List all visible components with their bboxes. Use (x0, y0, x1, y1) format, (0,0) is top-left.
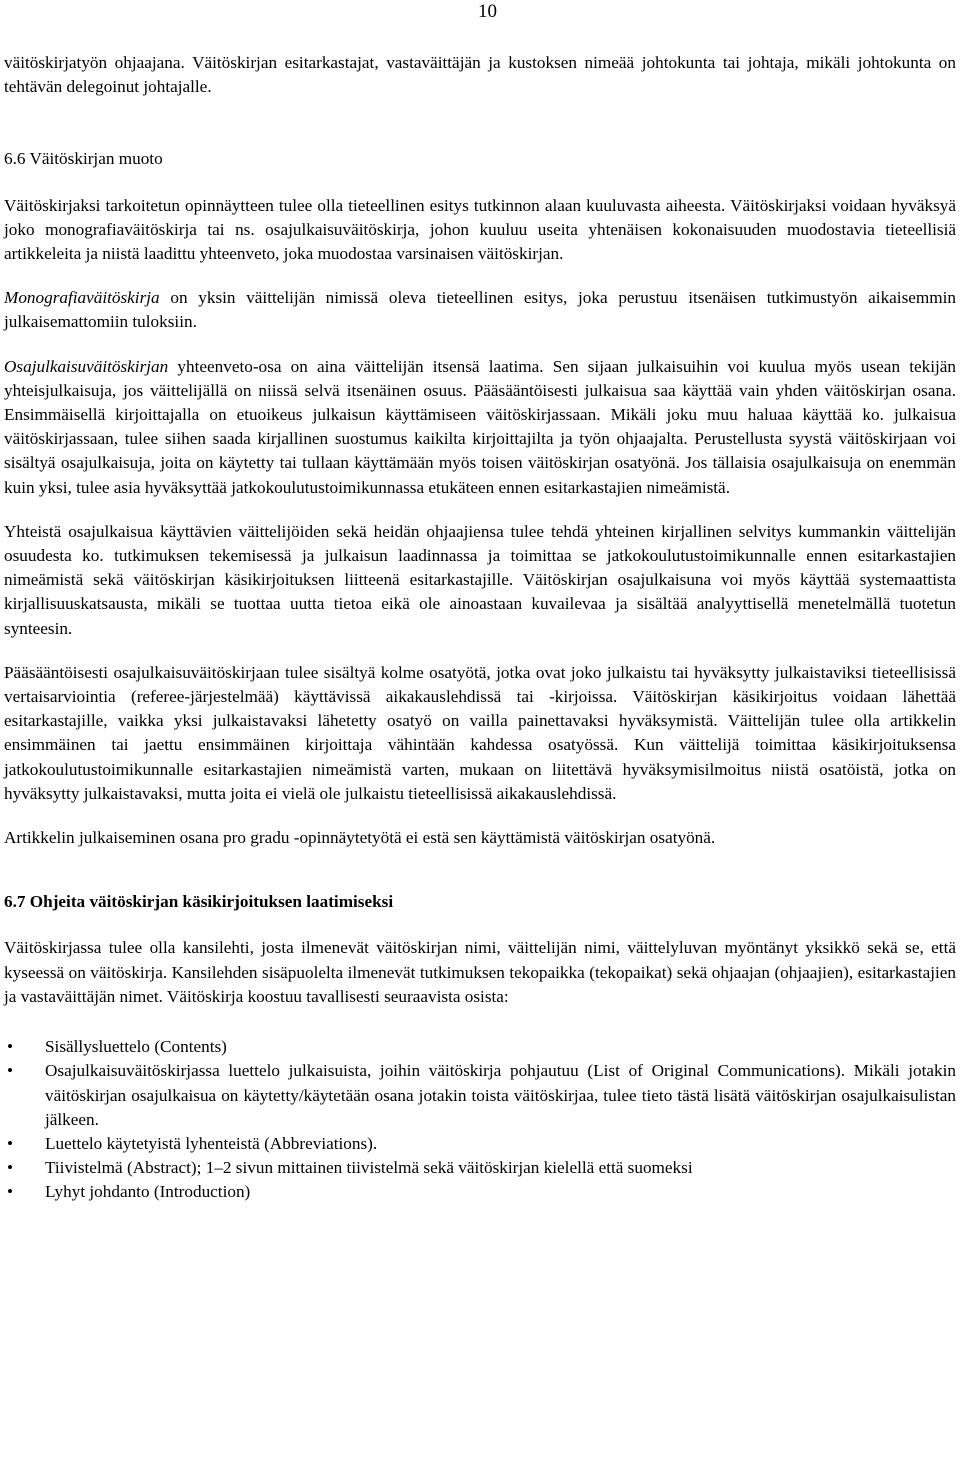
paragraph-number-of-articles: Pääsääntöisesti osajulkaisuväitöskirjaan tulee sisältyä kolme osatyötä, jotka ovat joko julkaistu tai hyväksytty julkaistaviksi tieteellisissä vertaisarviointia (referee-järjestelmää) käyttävissä aikakauslehdissä tai -kirjoissa. Väitöskirjan käsikirjoitus voidaan lähettää esitarkastajille, vaikka yksi julkaistavaksi lähetetty osatyö on vailla painettavaksi hyväksymistä. Väittelijän tulee olla artikkelin ensimmäinen tai jaettu ensimmäinen kirjoittaja vähintään kahdessa osatyössä. Kun väittelijä toimittaa käsikirjoituksensa jatkokoulutustoimikunnalle esitarkastajien nimeämistä varten, mukaan on liitettävä hyväksymisilmoitus niistä osatöistä, jotka on hyväksytty julkaistavaksi, mutta joita ei vielä ole julkaistu tieteellisissä aikakauslehdissä. (4, 662, 956, 803)
bullet-icon: • (6, 1182, 14, 1202)
bullet-icon: • (6, 1158, 14, 1178)
section-heading-6-7: 6.7 Ohjeita väitöskirjan käsikirjoituksen laatimiseksi (4, 892, 394, 912)
list-item (4, 1156, 956, 1180)
paragraph-cover-page: Väitöskirjassa tulee olla kansilehti, josta ilmenevät väitöskirjan nimi, väittelijän nimi, väittelyluvan myöntänyt yksikkö sekä se, että kyseessä on väitöskirja. Kansilehden sisäpuolelta ilmenevät tutkimuksen tekopaikka (tekopaikat) sekä ohjaajan (ohjaajien), esitarkastajien ja vastaväittäjän nimet. Väitöskirja koostuu tavallisesti seuraavista osista: (4, 938, 956, 1006)
term-monograph: Monografiaväitöskirja (4, 288, 160, 308)
term-article-thesis: Osajulkaisuväitöskirjan (4, 356, 169, 376)
paragraph-continuation: väitöskirjatyön ohjaajana. Väitöskirjan esitarkastajat, vastaväittäjän ja kustoksen nimeää johtokunta tai johtaja, mikäli johtokunta on tehtävän delegoinut johtajalle. (4, 53, 956, 97)
bullet-icon: • (6, 1061, 14, 1081)
paragraph-monograph (4, 286, 956, 334)
bullet-icon: • (6, 1037, 14, 1057)
paragraph-joint-publications: Yhteistä osajulkaisua käyttävien väittelijöiden sekä heidän ohjaajiensa tulee tehdä yhteinen kirjallinen selvitys kummankin väittelijän osuudesta ko. tutkimuksen tekemisessä ja julkaisun laadinnassa ja toimittaa se jatkokoulutustoimikunnalle ennen esitarkastajien nimeämistä sekä väitöskirjan käsikirjoituksen liitteenä esitarkastajille. Väitöskirjan osajulkaisuna voi myös käyttää systemaattista kirjallisuuskatsausta, mikäli se tuottaa uutta tietoa eikä ole ainoastaan kuvailevaa ja sisältää analyyttisellä menetelmällä tuotetun synteesin. (4, 521, 956, 638)
paragraph-pro-gradu: Artikkelin julkaiseminen osana pro gradu -opinnäytetyötä ei estä sen käyttämistä väitöskirjan osatyönä. (4, 828, 716, 848)
list-item (4, 1180, 956, 1204)
list-item-text: Lyhyt johdanto (Introduction) (45, 1182, 251, 1202)
list-item-text: Osajulkaisuväitöskirjassa luettelo julkaisuista, joihin väitöskirja pohjautuu (List of Original Communications). Mikäli jotakin väitöskirjan osajulkaisua on käytetty/käytetään osana jotakin toista väitöskirjaa, tulee tieto tästä lisätä väitöskirjan osajulkaisulistan jälkeen. (45, 1061, 956, 1129)
list-item-text: Sisällysluettelo (Contents) (45, 1037, 227, 1057)
list-item-text: Luettelo käytetyistä lyhenteistä (Abbreviations). (45, 1133, 378, 1153)
list-item (4, 1132, 956, 1156)
page-number: 10 (478, 1, 497, 22)
list-item (4, 1059, 956, 1132)
list-item (4, 1035, 956, 1059)
paragraph-thesis-form: Väitöskirjaksi tarkoitetun opinnäytteen tulee olla tieteellinen esitys tutkinnon alaan kuuluvasta aiheesta. Väitöskirjaksi voidaan hyväksyä joko monografiaväitöskirja tai ns. osajulkaisuväitöskirja, johon kuuluu useita yhtenäisen kokonaisuuden muodostavia tieteellisiä artikkeleita ja niistä laadittu yhteenveto, joka muodostaa varsinaisen väitöskirjan. (4, 195, 956, 264)
article-thesis-definition: yhteenveto-osa on aina väittelijän itsensä laatima. Sen sijaan julkaisuihin voi kuulua myös usean tekijän yhteisjulkaisuja, jos väittelijällä on niissä selvä itsenäinen osuus. Pääsääntöisesti julkaisua saa käyttää vain yhden väitöskirjan osana. Ensimmäisellä kirjoittajalla on etuoikeus julkaisun käyttämiseen väitöskirjassaan. Mikäli joku muu haluaa käyttää ko. julkaisua väitöskirjassaan, tulee siihen saada kirjallinen suostumus kaikilta kirjoittajilta ja työn ohjaajalta. Perustellusta syystä väitöskirjaan voi sisältyä osajulkaisuja, joita on käytetty tai tullaan käyttämään myös toisen väitöskirjan osatyönä. Jos tällaisia osajulkaisuja on enemmän kuin yksi, tulee asia hyväksyttää jatkokoulutustoimikunnassa etukäteen ennen esitarkastajien nimeämistä. (4, 356, 956, 497)
document-body (4, 51, 956, 1205)
bullet-icon: • (6, 1133, 14, 1153)
section-heading-6-6: 6.6 Väitöskirjan muoto (4, 149, 163, 169)
monograph-definition: on yksin väittelijän nimissä oleva tieteellinen esitys, joka perustuu itsenäisen tutkimustyön aikaisemmin julkaisemattomiin tuloksiin. (4, 288, 956, 332)
paragraph-article-thesis (4, 355, 956, 500)
list-item-text: Tiivistelmä (Abstract); 1–2 sivun mittainen tiivistelmä sekä väitöskirjan kielellä että suomeksi (45, 1158, 693, 1178)
thesis-parts-list (4, 1035, 956, 1204)
